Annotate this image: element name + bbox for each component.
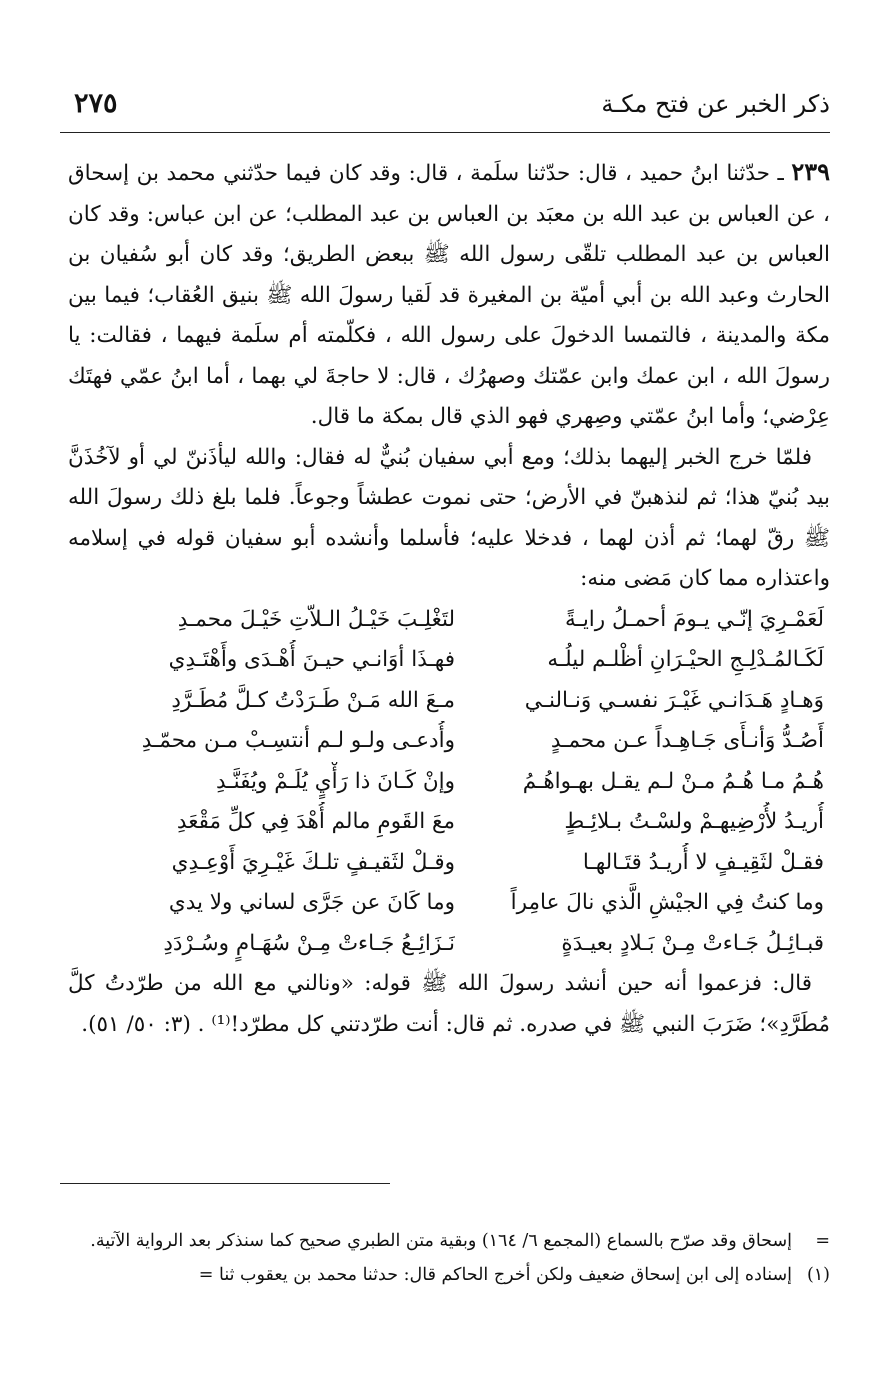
poem-verse-6-second: معَ القَومِ مالم أُهْدَ فِي كلِّ مَقْعَدِ: [176, 809, 455, 834]
poem-verse-1-first: لَعَمْـرِيَ إنّـي يـومَ أحمـلُ رايـةً: [565, 606, 824, 632]
poem-verse-2-second: فهـذَا أوَانـي حيـنَ أُهْـدَى وأَهْتَـدِي: [168, 647, 455, 672]
paragraph-3: قال: فزعموا أنه حين أنشد رسولَ الله ﷺ قوله: «ونالني مع الله من طرّدتُ كلَّ مُطَرَّدِ»؛ ضَرَبَ النبي ﷺ في صدره. ثم قال: أنت طرّدتني كل مطرّد!⁽¹⁾ . (٣: ٥٠/ ٥١).: [68, 971, 830, 1037]
poem-verse-6-first: أُريـدُ لأُرْضِيهـمْ ولسْـتُ بـلائِـطٍ: [564, 809, 824, 834]
poem-verse-7-first: فقـلْ لثَقِيـفٍ لا أُريـدُ قتَـالهـا: [582, 849, 824, 875]
poem-verse-1-second: لتَغْلِـبَ خَيْـلُ الـلاّتِ خَيْـلَ محمـدِ: [177, 606, 455, 632]
footnotes: [60, 1225, 830, 1293]
poem-verse-3-first: وَهـادٍ هَـدَانـي غَيْـرَ نفسـي وَنـالنـي: [524, 687, 824, 713]
footnote-continued: [60, 1225, 830, 1257]
poem-verse-5-second: وإنْ كَـانَ ذا رَأْيٍ يُلَـمْ ويُفَنَّـدِ: [216, 768, 455, 794]
main-text: [68, 152, 830, 1045]
page-number: ٢٧٥: [74, 88, 118, 119]
poem-verse-8-first: وما كنتُ فِي الجيْشِ الَّذي نالَ عامِراً: [510, 890, 824, 915]
footnote-text: إسحاق وقد صرّح بالسماع (المجمع ٦/ ١٦٤) وبقية متن الطبري صحيح كما سنذكر بعد الرواية الآتية.: [90, 1231, 792, 1251]
poem-verse-5-first: هُـمُ مـا هُـمُ مـنْ لـم يقـل بهـواهُـمُ: [522, 768, 824, 794]
poem-verse-8-second: وما كَانَ عن جَرَّى لساني ولا يدي: [168, 890, 455, 915]
footnote-1: [60, 1259, 830, 1291]
book-page: [60, 60, 830, 1360]
running-header: [60, 84, 830, 133]
footnote-separator: [60, 1183, 390, 1184]
paragraph-1-text: ـ حدّثنا ابنُ حميد ، قال: حدّثنا سلَمة ، قال: وقد كان فيما حدّثني محمد بن إسحاق ، عن العباس بن عبد الله بن معبَد بن العباس بن عبد المطلب؛ عن ابن عباس: وقد كان العباس بن عبد المطلب تلقّى رسول الله ﷺ ببعض الطريق؛ وقد كان أبو سُفيان بن الحارث وعبد الله بن أبي أميّة بن المغيرة قد لَقيا رسولَ الله ﷺ بنيق العُقاب؛ فيما بين مكة والمدينة ، فالتمسا الدخولَ على رسول الله ، فكلّمته أم سلَمة فيهما ، فقالت: يا رسولَ الله ، ابن عمك وابن عمّتك وصهرُك ، قال: لا حاجةَ لي بهما ، أما ابنُ عمّي فهتَك عِرْضي؛ وأما ابنُ عمّتي وصِهري فهو الذي قال بمكة ما قال.: [68, 161, 830, 429]
poem-verse-7-second: وقـلْ لثَقيـفٍ تلـكَ غَيْـرِيَ أَوْعِـدِي: [171, 849, 455, 875]
footnote-marker: (١): [806, 1265, 830, 1285]
running-title: ذكر الخبر عن فتح مكـة: [601, 90, 830, 118]
footnote-text: إسناده إلى ابن إسحاق ضعيف ولكن أخرج الحاكم قال: حدثنا محمد بن يعقوب ثنا =: [198, 1265, 792, 1285]
poem-verse-4-first: أَصُـدُّ وَأنـأَى جَـاهِـداً عـن محمـدٍ: [550, 728, 824, 753]
poem-verse-3-second: مـعَ الله مَـنْ طَـرَدْتُ كـلَّ مُطَـرَّدِ: [171, 687, 455, 713]
paragraph-2: فلمّا خرج الخبر إليهما بذلك؛ ومع أبي سفيان بُنيٌّ له فقال: والله ليأذَننّ لي أو لآخُذَنَّ بيد بُنيّ هذا؛ ثم لنذهبنّ في الأرض؛ حتى نموت عطشاً وجوعاً. فلما بلغ ذلك رسولَ الله ﷺ رقّ لهما؛ ثم أذن لهما ، فدخلا عليه؛ فأسلما وأنشده أبو سفيان قوله في إسلامه واعتذاره مما كان مَضى منه:: [68, 444, 830, 591]
hadith-number: ٢٣٩: [791, 157, 830, 186]
poem-verse-9-first: قبـائِـلُ جَـاءتْ مِـنْ بَـلادٍ بعيـدَةٍ: [561, 930, 824, 956]
poem-verse-9-second: نَـزَائِـعُ جَـاءتْ مِـنْ سُهَـامٍ وسُـرْدَدِ: [163, 930, 455, 956]
poem-verse-2-first: لَكَـالمُـدْلِـجِ الحيْـرَانِ أظْلـم ليلُـه: [547, 647, 824, 672]
footnote-marker: =: [815, 1231, 830, 1251]
paragraph-1: [68, 152, 830, 438]
poem-verse-4-second: وأُدعـى ولـو لـم أنتسِـبْ مـن محمّـدِ: [141, 728, 455, 753]
poem: [68, 600, 830, 965]
